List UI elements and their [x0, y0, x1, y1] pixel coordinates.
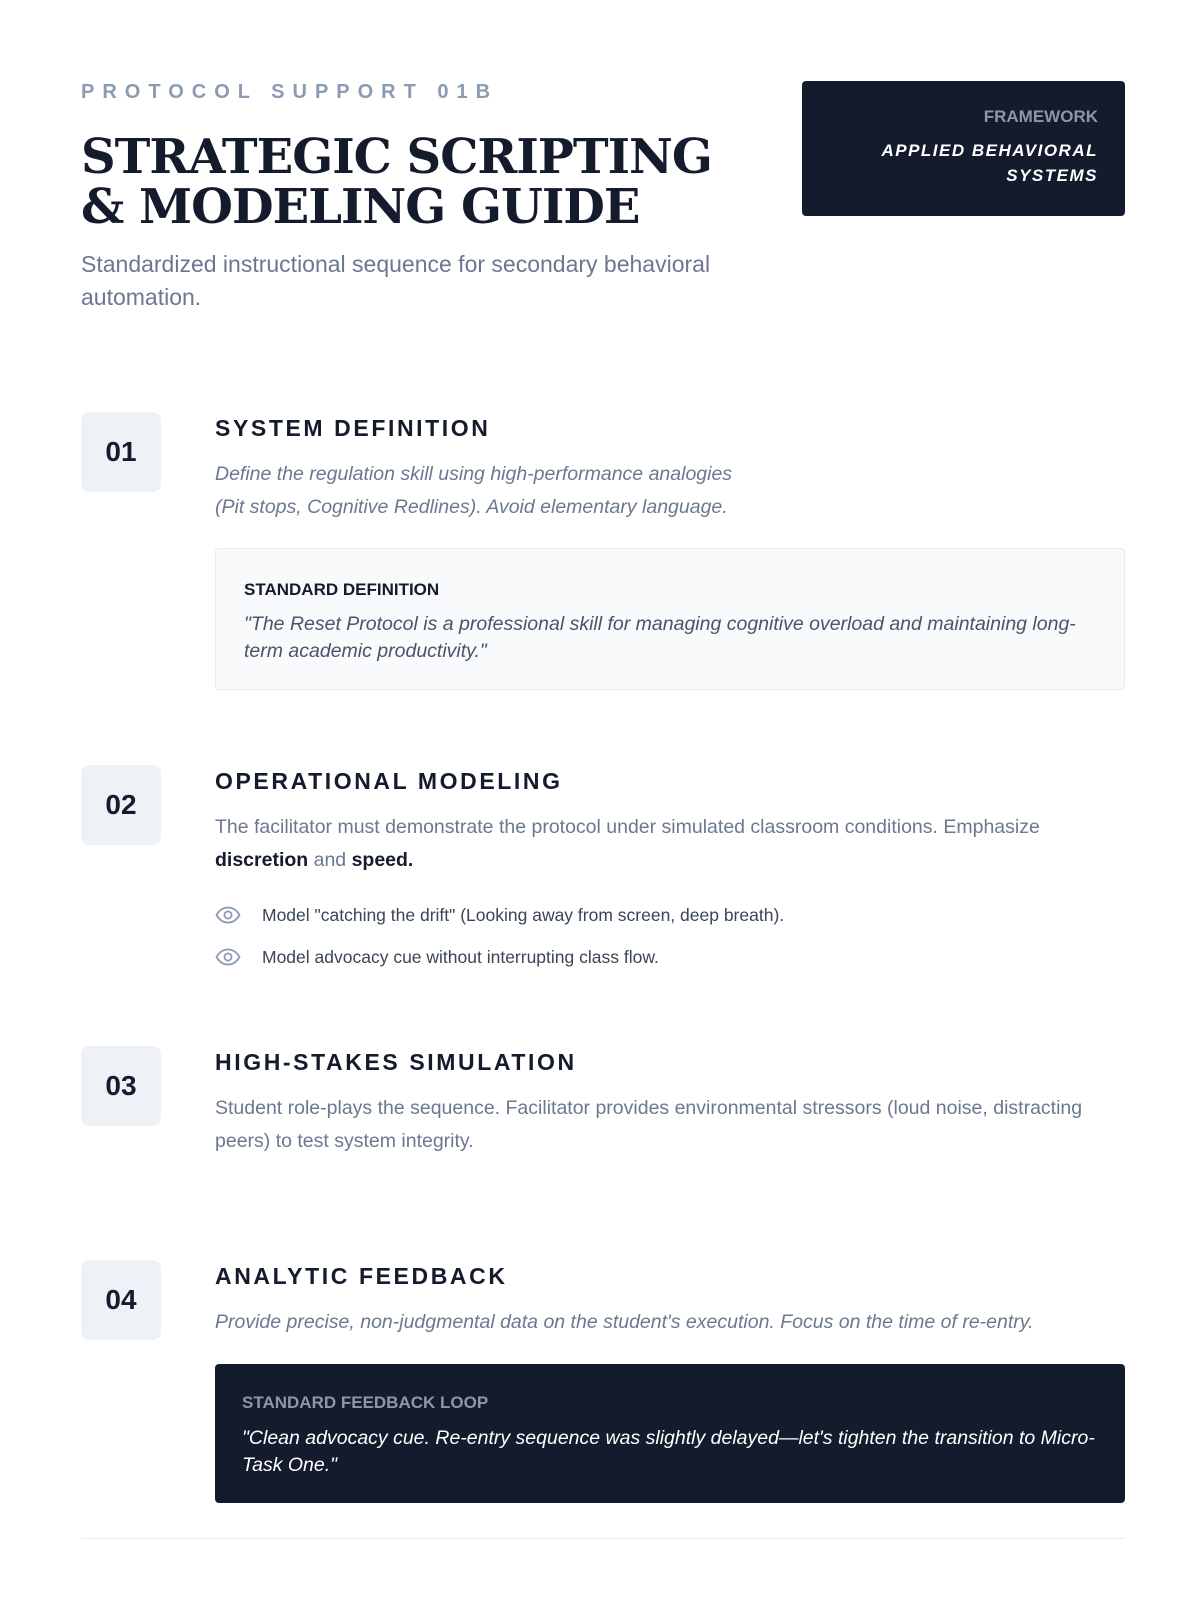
feedback-quote: "Clean advocacy cue. Re-entry sequence was slightly delayed—let's tighten the transition to Micro-Task One.": [242, 1427, 1095, 1476]
step-number-badge: 01: [81, 412, 161, 492]
description-line-2: (Pit stops, Cognitive Redlines). Avoid elementary language.: [215, 496, 728, 518]
framework-label: FRAMEWORK: [983, 107, 1098, 126]
description-and: and: [308, 849, 352, 871]
framework-value-line-2: SYSTEMS: [1006, 166, 1098, 185]
bullet-text: Model "catching the drift" (Looking away from screen, deep breath).: [262, 904, 785, 925]
feedback-label: STANDARD FEEDBACK LOOP: [242, 1393, 489, 1412]
definition-label: STANDARD DEFINITION: [244, 580, 440, 599]
step-content: [215, 413, 1125, 662]
eye-icon: [215, 948, 241, 966]
eye-icon: [215, 906, 241, 924]
emphasis-speed: speed.: [351, 849, 414, 871]
framework-value-line-1: APPLIED BEHAVIORAL: [881, 141, 1098, 160]
framework-value: [829, 138, 1098, 188]
step-heading: SYSTEM DEFINITION: [215, 415, 491, 441]
step-content: [215, 766, 1125, 987]
list-item: [215, 903, 1125, 927]
step-content: [215, 1261, 1125, 1476]
step-heading: ANALYTIC FEEDBACK: [215, 1263, 508, 1289]
list-item: [215, 945, 1125, 969]
protocol-eyebrow: PROTOCOL SUPPORT 01B: [81, 81, 499, 103]
page-subtitle: Standardized instructional sequence for secondary behavioral automation.: [81, 251, 711, 310]
modeling-bullet-list: [215, 903, 1125, 969]
description-text: The facilitator must demonstrate the protocol under simulated classroom conditions. Emphasize: [215, 816, 1040, 838]
step-description: Provide precise, non-judgmental data on the student's execution. Focus on the time of re-entry.: [215, 1311, 1034, 1333]
step-heading: OPERATIONAL MODELING: [215, 768, 563, 794]
definition-quote: "The Reset Protocol is a professional skill for managing cognitive overload and maintaining long-term academic productivity.": [244, 613, 1076, 662]
step-description: [215, 458, 1125, 524]
step-description: Student role-plays the sequence. Facilitator provides environmental stressors (loud noise, distracting peers) to test system integrity.: [215, 1097, 1083, 1152]
guide-page: [81, 0, 1125, 1600]
step-content: [215, 1047, 1125, 1158]
framework-badge: [802, 81, 1125, 216]
step-description: [215, 811, 1125, 877]
title-line-2: & MODELING GUIDE: [81, 179, 640, 235]
standard-definition-box: [215, 548, 1125, 690]
description-line-1: Define the regulation skill using high-performance analogies: [215, 463, 733, 485]
bullet-text: Model advocacy cue without interrupting class flow.: [262, 946, 659, 967]
page-title: [81, 129, 781, 235]
title-line-1: STRATEGIC SCRIPTING: [81, 129, 712, 185]
step-number-badge: 04: [81, 1260, 161, 1340]
step-number-badge: 02: [81, 765, 161, 845]
emphasis-discretion: discretion: [215, 849, 309, 871]
step-number-badge: 03: [81, 1046, 161, 1126]
standard-feedback-box: [215, 1364, 1125, 1503]
bottom-divider: [81, 1538, 1125, 1539]
step-heading: HIGH-STAKES SIMULATION: [215, 1049, 577, 1075]
